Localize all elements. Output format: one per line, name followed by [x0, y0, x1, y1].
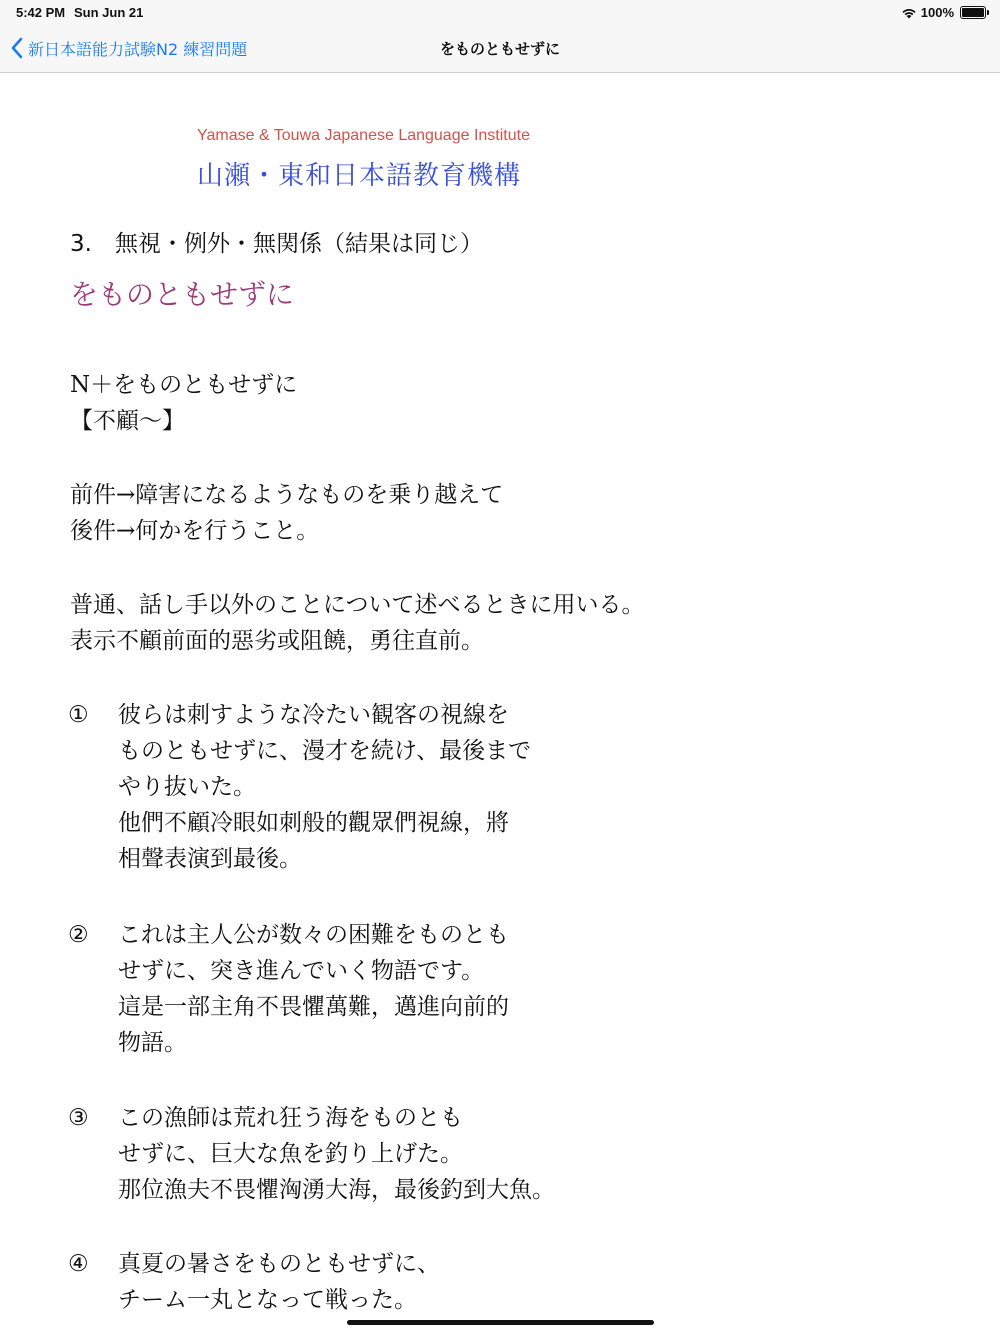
example-line: 那位漁夫不畏懼洶湧大海，最後釣到大魚。 [118, 1177, 555, 1203]
example-line: 彼らは刺すような冷たい観客の視線を [118, 702, 509, 728]
section-heading: 3. 無視・例外・無関係（結果は同じ） [70, 231, 483, 257]
explanation-line: 後件→何かを行うこと。 [70, 518, 320, 544]
example-line: チーム一丸となって戦った。 [118, 1287, 417, 1313]
navigation-bar [0, 24, 1000, 73]
example-line: 相聲表演到最後。 [118, 846, 302, 872]
back-button-label: 新日本語能力試験N2 練習問題 [28, 39, 248, 59]
pattern-line: N＋をものともせずに [70, 372, 298, 398]
explanation-block [70, 477, 503, 549]
example-line: 物語。 [118, 1030, 187, 1056]
example-number: ② [68, 922, 89, 948]
status-date: Sun Jun 21 [74, 5, 144, 20]
example-line: 他們不顧冷眼如刺般的觀眾們視線，將 [118, 810, 509, 836]
institute-name-english: Yamase & Touwa Japanese Language Institute [197, 127, 530, 144]
usage-block [70, 587, 645, 659]
example-line: 這是一部主角不畏懼萬難，邁進向前的 [118, 994, 509, 1020]
example-line: やり抜いた。 [118, 774, 256, 800]
usage-line: 表示不顧前面的惡劣或阻饒，勇往直前。 [70, 628, 484, 654]
pattern-block [70, 367, 297, 439]
example-1 [68, 697, 531, 877]
status-indicators [901, 5, 986, 20]
status-time: 5:42 PM [16, 5, 66, 20]
home-indicator[interactable] [347, 1320, 654, 1325]
example-line: ものともせずに、漫才を続け、最後まで [118, 738, 532, 764]
example-line: 真夏の暑さをものともせずに、 [118, 1251, 440, 1277]
pattern-line: 【不顧～】 [70, 408, 185, 434]
example-number: ④ [68, 1251, 89, 1277]
battery-icon [960, 6, 986, 19]
status-bar [0, 0, 1000, 24]
example-3 [68, 1100, 555, 1208]
example-line: せずに、巨大な魚を釣り上げた。 [118, 1141, 463, 1167]
example-4 [68, 1246, 440, 1318]
example-line: せずに、突き進んでいく物語です。 [118, 958, 485, 984]
example-number: ① [68, 702, 89, 728]
example-line: この漁師は荒れ狂う海をものとも [118, 1105, 463, 1131]
battery-percent: 100% [920, 5, 954, 20]
example-2 [68, 917, 509, 1061]
explanation-line: 前件→障害になるようなものを乗り越えて [70, 482, 504, 508]
institute-name-japanese: 山瀬・東和日本語教育機構 [197, 161, 522, 191]
nav-title: をものともせずに [439, 40, 560, 58]
grammar-title: をものともせずに [70, 278, 295, 311]
example-number: ③ [68, 1105, 89, 1131]
usage-line: 普通、話し手以外のことについて述べるときに用いる。 [70, 592, 645, 618]
example-line: これは主人公が数々の困難をものとも [118, 922, 509, 948]
wifi-icon [901, 7, 917, 19]
lesson-content[interactable] [0, 73, 1000, 1334]
